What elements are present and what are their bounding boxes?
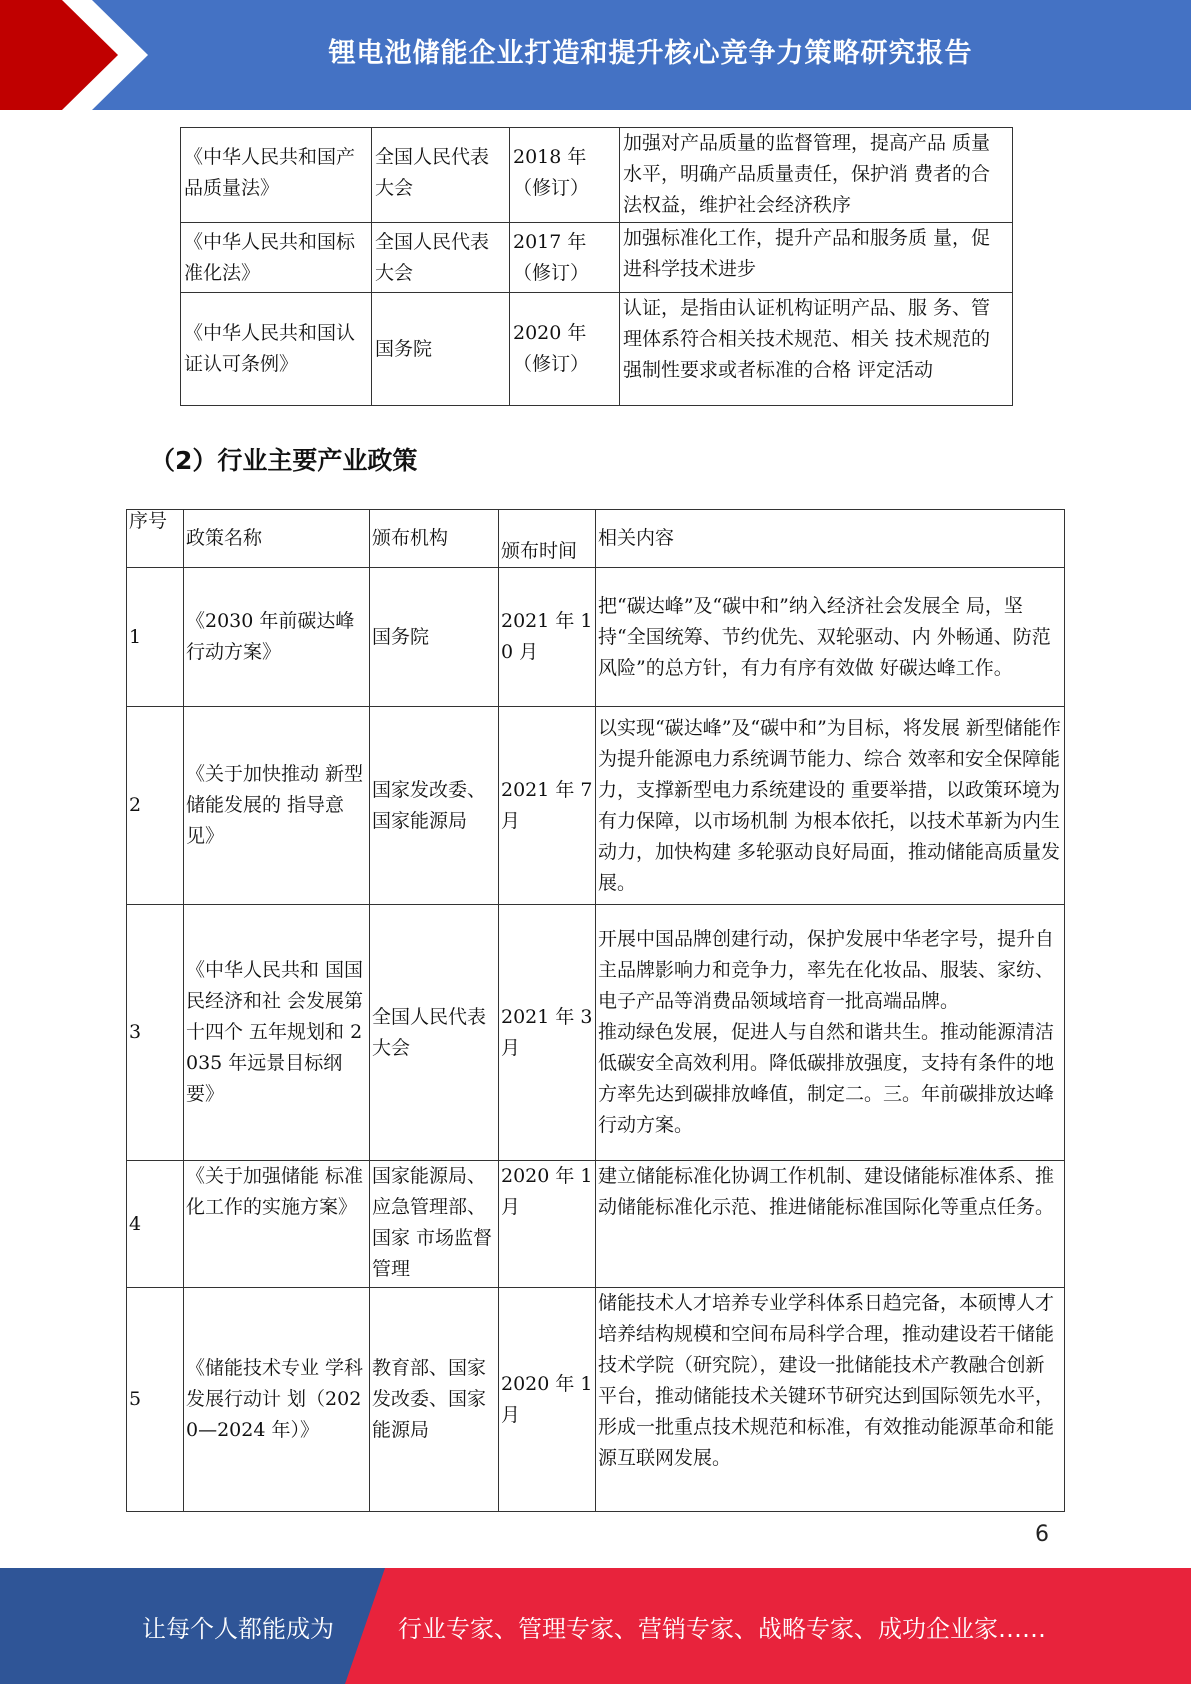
policy-name: 《2030 年前碳达峰行动方案》 (184, 568, 370, 707)
policy-date: 2021 年 10 月 (499, 568, 596, 707)
law-issuer: 全国人民代表大会 (372, 223, 510, 293)
policy-no: 2 (127, 707, 184, 905)
laws-table (180, 127, 1013, 406)
policy-content: 储能技术人才培养专业学科体系日趋完备，本硕博人才培养结构规模和空间布局科学合理，推动建设若干储能技术学院（研究院），建设一批储能技术产教融合创新平台，推动储能技术关键环节研究达到国际领先水平，形成一批重点技术规范和标准，有效推动能源革命和能源互联网发展。 (596, 1288, 1065, 1512)
header-name: 政策名称 (184, 510, 370, 568)
policy-content: 把“碳达峰”及“碳中和”纳入经济社会发展全 局，坚持“全国统筹、节约优先、双轮驱动、内 外畅通、防范风险”的总方针，有力有序有效做 好碳达峰工作。 (596, 568, 1065, 707)
policy-no: 1 (127, 568, 184, 707)
footer-slogan-right: 行业专家、管理专家、营销专家、战略专家、成功企业家…… (398, 1614, 1046, 1643)
header-date: 颁布时间 (499, 510, 596, 568)
policy-no: 4 (127, 1161, 184, 1288)
policy-date: 2020 年 1 月 (499, 1288, 596, 1512)
law-content: 加强对产品质量的监督管理，提高产品 质量水平，明确产品质量责任，保护消 费者的合法权益，维护社会经济秩序 (620, 128, 1013, 223)
law-date: 2018 年（修订） (510, 128, 620, 223)
law-date: 2017 年（修订） (510, 223, 620, 293)
policy-name: 《关于加强储能 标准化工作的实施方案》 (184, 1161, 370, 1288)
header-issuer: 颁布机构 (370, 510, 499, 568)
table-row (127, 1161, 1065, 1288)
policy-date: 2020 年 1 月 (499, 1161, 596, 1288)
table-row (127, 905, 1065, 1161)
law-content: 加强标准化工作，提升产品和服务质 量，促进科学技术进步 (620, 223, 1013, 293)
law-name: 《中华人民共和国认证认可条例》 (181, 293, 372, 406)
policy-content: 开展中国品牌创建行动，保护发展中华老字号，提升自主品牌影响力和竞争力，率先在化妆品、服装、家纺、电子产品等消费品领域培育一批高端品牌。 推动绿色发展，促进人与自然和谐共生。推动能源清洁低碳安全高效利用。降低碳排放强度，支持有条件的地方率先达到碳排放峰值，制定二。三。年前碳排放达峰行动方案。 (596, 905, 1065, 1161)
policy-name: 《储能技术专业 学科发展行动计 划（2020—2024 年）》 (184, 1288, 370, 1512)
policy-issuer: 国家发改委、国家能源局 (370, 707, 499, 905)
table-header-row (127, 510, 1065, 568)
page-number: 6 (1035, 1522, 1049, 1547)
table-row (127, 568, 1065, 707)
header-chevron-icon (0, 0, 160, 110)
table-row (181, 223, 1013, 293)
policy-issuer: 教育部、国家发改委、国家能源局 (370, 1288, 499, 1512)
law-issuer: 国务院 (372, 293, 510, 406)
policy-no: 3 (127, 905, 184, 1161)
policy-date: 2021 年 3 月 (499, 905, 596, 1161)
policy-content: 以实现“碳达峰”及“碳中和”为目标，将发展 新型储能作为提升能源电力系统调节能力、综合 效率和安全保障能力，支撑新型电力系统建设的 重要举措，以政策环境为有力保障，以市场机制 为根本依托，以技术革新为内生动力，加快构建 多轮驱动良好局面，推动储能高质量发展。 (596, 707, 1065, 905)
policy-issuer: 国家能源局、应急管理部、国家 市场监督管理 (370, 1161, 499, 1288)
policy-no: 5 (127, 1288, 184, 1512)
policy-content: 建立储能标准化协调工作机制、建设储能标准体系、推动储能标准化示范、推进储能标准国际化等重点任务。 (596, 1161, 1065, 1288)
law-date: 2020 年（修订） (510, 293, 620, 406)
table-row (127, 707, 1065, 905)
law-name: 《中华人民共和国产品质量法》 (181, 128, 372, 223)
law-content: 认证，是指由认证机构证明产品、服 务、管理体系符合相关技术规范、相关 技术规范的强制性要求或者标准的合格 评定活动 (620, 293, 1013, 406)
page-header (0, 0, 1191, 110)
header-no: 序号 (127, 510, 184, 568)
report-title: 锂电池储能企业打造和提升核心竞争力策略研究报告 (328, 37, 973, 69)
law-name: 《中华人民共和国标准化法》 (181, 223, 372, 293)
header-content: 相关内容 (596, 510, 1065, 568)
table-row (181, 128, 1013, 223)
page-footer (0, 1568, 1191, 1684)
table-row (127, 1288, 1065, 1512)
policy-name: 《中华人民共和 国国民经济和社 会发展第十四个 五年规划和 2035 年远景目标纲 要》 (184, 905, 370, 1161)
section-title: （2）行业主要产业政策 (150, 446, 418, 475)
policy-table (126, 509, 1065, 1512)
policy-issuer: 全国人民代表大会 (370, 905, 499, 1161)
policy-date: 2021 年 7 月 (499, 707, 596, 905)
footer-slogan-left: 让每个人都能成为 (142, 1614, 334, 1643)
policy-name: 《关于加快推动 新型储能发展的 指导意见》 (184, 707, 370, 905)
table-row (181, 293, 1013, 406)
policy-issuer: 国务院 (370, 568, 499, 707)
law-issuer: 全国人民代表大会 (372, 128, 510, 223)
